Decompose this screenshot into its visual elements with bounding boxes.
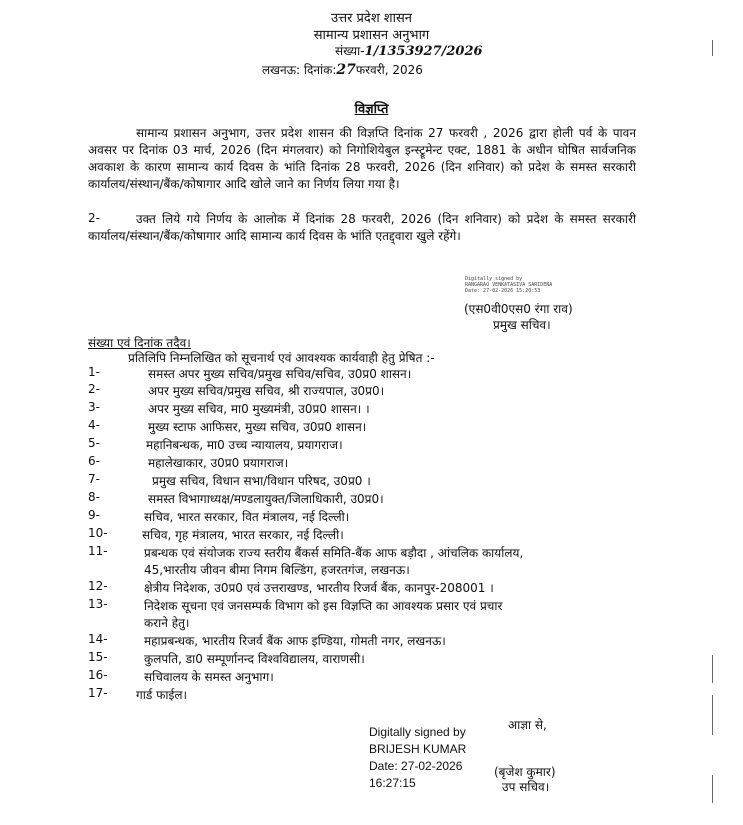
date-day: 27	[336, 62, 356, 78]
date-month-year: फरवरी, 2026	[355, 63, 423, 77]
paragraph-2-number: 2-	[88, 211, 100, 225]
signatory-2-designation: उप सचिव।	[502, 780, 550, 794]
digital-signature-2: Digitally signed by BRIJESH KUMAR Date: 27-02-2026 16:27:15	[369, 725, 467, 790]
letter-number-value: 1/1353927/2026	[364, 44, 483, 59]
copy-heading: संख्या एवं दिनांक तदैव।	[88, 336, 191, 350]
letter-number-label: संख्या-	[335, 44, 365, 58]
scan-edge-mark	[712, 695, 713, 735]
scan-edge-mark	[712, 775, 713, 803]
notice-title: विज्ञप्ति	[354, 102, 389, 117]
paragraph-1: सामान्य प्रशासन अनुभाग, उत्तर प्रदेश शासन की विज्ञप्ति दिनांक 27 फरवरी , 2026 द्वारा होली पर्व के पावन अवसर पर दिनांक 03 मार्च, 2026 (दिन मंगलवार) को निगोशियेबुल इन्स्ट्रूमेन्ट एक्ट, 1881 के अधीन घोषित सार्वजनिक अवकाश के कारण सामान्य कार्य दिवस के भांति दिनांक 28 फरवरी, 2026 (दिन शनिवार) को प्रदेश के समस्त सरकारी कार्यालय/संस्थान/बैंक/कोषागार आदि खोले जाने का निर्णय लिया गया है।	[88, 126, 636, 191]
header-line2: सामान्य प्रशासन अनुभाग	[313, 28, 430, 43]
copy-intro: प्रतिलिपि निम्नलिखित को सूचनार्थ एवं आवश्यक कार्यवाही हेतु प्रेषित :-	[128, 351, 435, 365]
by-order: आज्ञा से,	[508, 718, 547, 732]
scan-edge-mark	[712, 655, 713, 683]
paragraph-2: उक्त लिये गये निर्णय के आलोक में दिनांक 28 फरवरी, 2026 (दिन शनिवार) को प्रदेश के समस्त सरकारी कार्यालय/संस्थान/बैंक/कोषागार आदि सामान्य कार्य दिवस के भांति एतद्द्वारा खुले रहेंगे।	[88, 212, 636, 243]
header-line1: उत्तर प्रदेश शासन	[330, 11, 413, 26]
signatory-1-name: (एस0वी0एस0 रंगा राव)	[464, 302, 573, 316]
place-date-label: लखनऊ: दिनांक:	[262, 63, 337, 77]
signatory-2-name: (बृजेश कुमार)	[494, 765, 556, 779]
scan-edge-mark	[712, 40, 713, 56]
letter-number	[335, 42, 483, 59]
place-date	[262, 61, 423, 78]
digital-signature-1: Digitally signed by RANGARAO VENKATASIVA SARIDENA Date: 27-02-2026 15:20:53	[465, 276, 553, 294]
signatory-1-designation: प्रमुख सचिव।	[493, 318, 551, 332]
